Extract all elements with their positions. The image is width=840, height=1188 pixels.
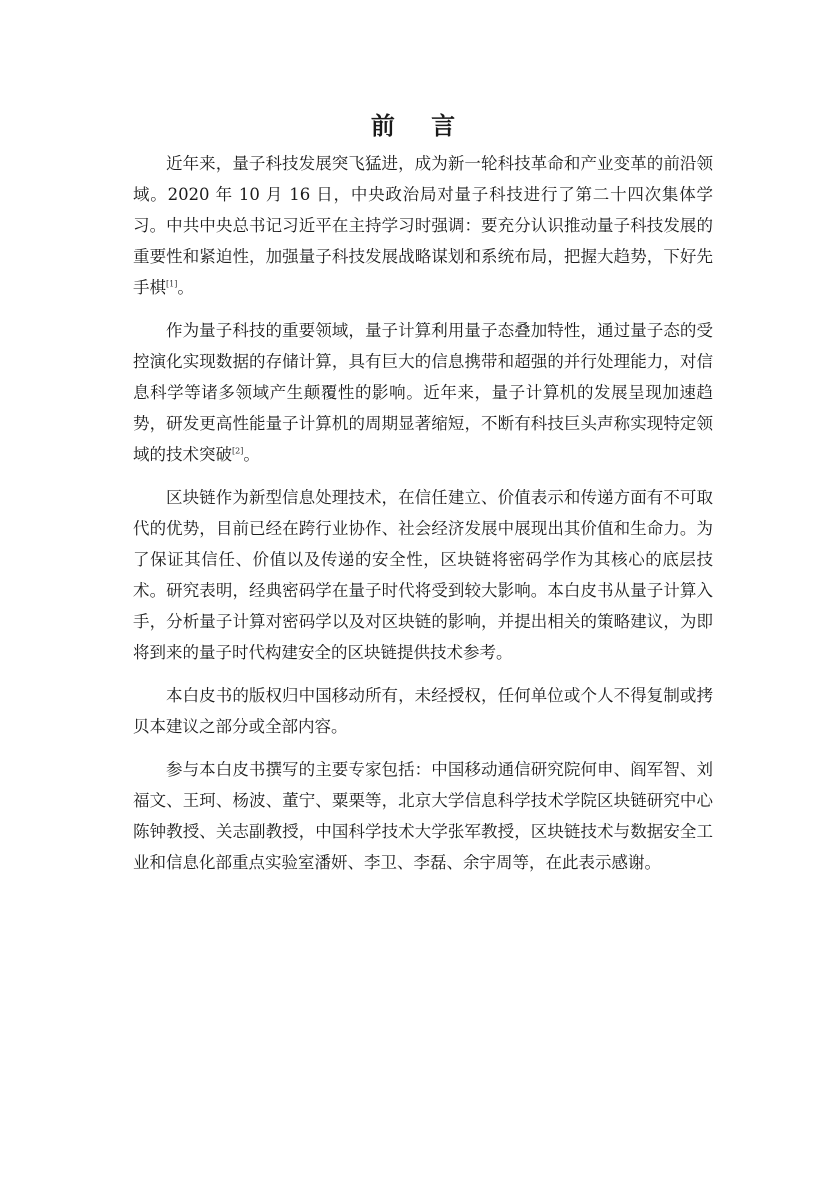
paragraph-5 (133, 754, 713, 878)
paragraph-3-text: 区块链作为新型信息处理技术，在信任建立、价值表示和传递方面有不可取代的优势，目前已经在跨行业协作、社会经济发展中展现出其价值和生命力。为了保证其信任、价值以及传递的安全性，区块链将密码学作为其核心的底层技术。研究表明，经典密码学在量子时代将受到较大影响。本白皮书从量子计算入手，分析量子计算对密码学以及对区块链的影响，并提出相关的策略建议，为即将到来的量子时代构建安全的区块链提供技术参考。 (133, 488, 713, 662)
citation-ref-2: [2] (232, 446, 244, 456)
document-body (133, 148, 713, 890)
paragraph-2-tail: 。 (243, 445, 260, 464)
paragraph-4-text: 本白皮书的版权归中国移动所有，未经授权，任何单位或个人不得复制或拷贝本建议之部分或全部内容。 (133, 686, 713, 736)
paragraph-2 (133, 315, 713, 470)
paragraph-1-tail: 。 (177, 278, 194, 297)
paragraph-2-text: 作为量子科技的重要领域，量子计算利用量子态叠加特性，通过量子态的受控演化实现数据的存储计算，具有巨大的信息携带和超强的并行处理能力，对信息科学等诸多领域产生颠覆性的影响。近年来，量子计算机的发展呈现加速趋势，研发更高性能量子计算机的周期显著缩短，不断有科技巨头声称实现特定领域的技术突破 (133, 321, 713, 464)
paragraph-3 (133, 482, 713, 668)
paragraph-4 (133, 680, 713, 742)
paragraph-1-text: 近年来，量子科技发展突飞猛进，成为新一轮科技革命和产业变革的前沿领域。2020 年 10 月 16 日，中央政治局对量子科技进行了第二十四次集体学习。中共中央总书记习近平在主持学习时强调：要充分认识推动量子科技发展的重要性和紧迫性，加强量子科技发展战略谋划和系统布局，把握大趋势，下好先手棋 (133, 154, 713, 297)
page-title: 前 言 (370, 112, 470, 140)
paragraph-5-text: 参与本白皮书撰写的主要专家包括：中国移动通信研究院何申、阎军智、刘福文、王珂、杨波、董宁、粟栗等，北京大学信息科学技术学院区块链研究中心陈钟教授、关志副教授，中国科学技术大学张军教授，区块链技术与数据安全工业和信息化部重点实验室潘妍、李卫、李磊、余宇周等，在此表示感谢。 (133, 760, 713, 872)
citation-ref-1: [1] (166, 279, 178, 289)
paragraph-1 (133, 148, 713, 303)
